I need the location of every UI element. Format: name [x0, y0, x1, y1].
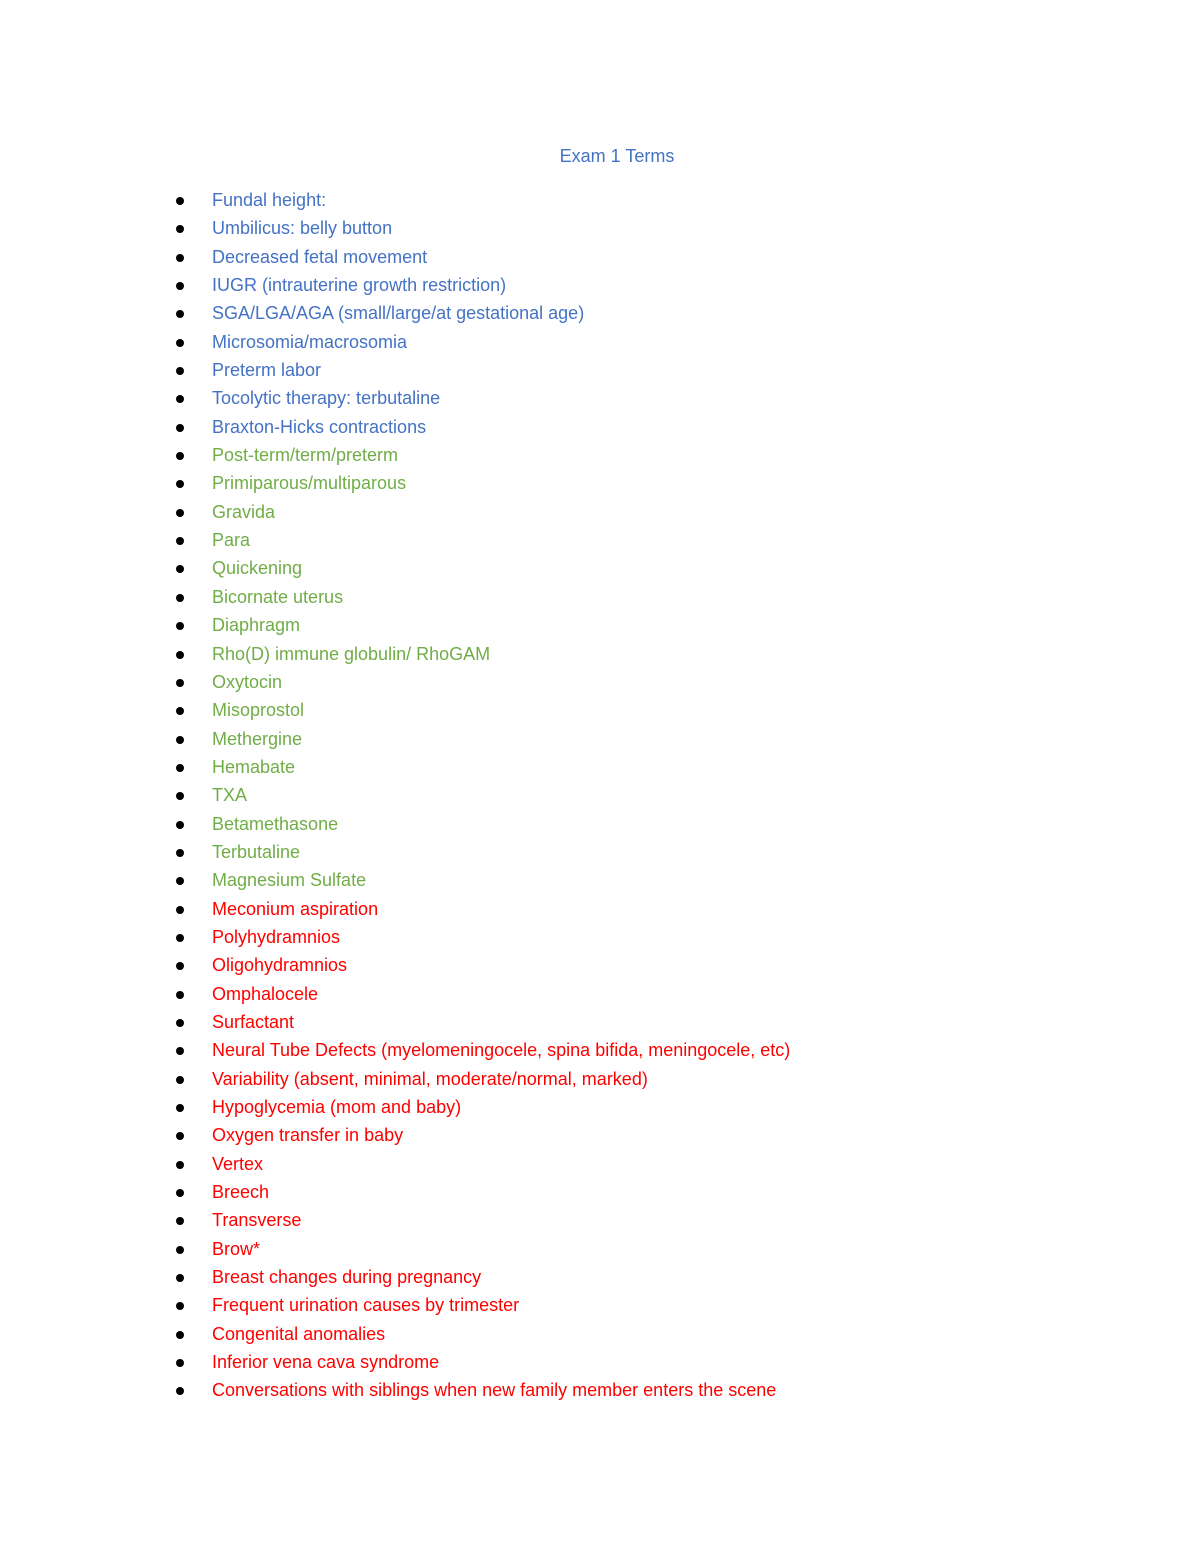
bullet-icon [176, 1104, 184, 1112]
term-text: TXA [212, 785, 248, 806]
bullet-icon [176, 1302, 184, 1310]
bullet-icon [176, 707, 184, 715]
bullet-icon [176, 1132, 184, 1140]
term-text: Vertex [212, 1153, 264, 1174]
term-text: Surfactant [212, 1011, 295, 1032]
term-text: IUGR (intrauterine growth restriction) [212, 275, 507, 296]
term-text: Breast changes during pregnancy [212, 1267, 482, 1288]
term-text: Post-term/term/preterm [212, 445, 399, 466]
bullet-icon [176, 1331, 184, 1339]
bullet-icon [176, 1076, 184, 1084]
term-text: Variability (absent, minimal, moderate/normal, marked) [212, 1068, 648, 1089]
term-text: Microsomia/macrosomia [212, 331, 408, 352]
bullet-icon [176, 310, 184, 318]
bullet-icon [176, 651, 184, 659]
term-text: Misoprostol [212, 700, 305, 721]
term-text: Betamethasone [212, 813, 339, 834]
bullet-icon [176, 509, 184, 517]
bullet-icon [176, 821, 184, 829]
term-text: Tocolytic therapy: terbutaline [212, 388, 441, 409]
bullet-icon [176, 537, 184, 545]
term-text: Magnesium Sulfate [212, 870, 367, 891]
bullet-icon [176, 1189, 184, 1197]
bullet-icon [176, 339, 184, 347]
term-text: Gravida [212, 501, 276, 522]
term-text: Diaphragm [212, 615, 301, 636]
term-text: Terbutaline [212, 841, 301, 862]
term-text: Oxygen transfer in baby [212, 1125, 404, 1146]
bullet-icon [176, 367, 184, 375]
term-text: Frequent urination causes by trimester [212, 1295, 520, 1316]
bullet-icon [176, 424, 184, 432]
bullet-icon [176, 877, 184, 885]
term-text: Umbilicus: belly button [212, 218, 393, 239]
bullet-icon [176, 1246, 184, 1254]
term-text: Rho(D) immune globulin/ RhoGAM [212, 643, 491, 664]
term-text: SGA/LGA/AGA (small/large/at gestational age) [212, 303, 585, 324]
term-text: Para [212, 530, 251, 551]
term-text: Braxton-Hicks contractions [212, 416, 427, 437]
bullet-icon [176, 792, 184, 800]
bullet-icon [176, 395, 184, 403]
bullet-icon [176, 254, 184, 262]
bullet-icon [176, 452, 184, 460]
bullet-icon [176, 1217, 184, 1225]
term-text: Hypoglycemia (mom and baby) [212, 1097, 462, 1117]
bullet-icon [176, 197, 184, 205]
bullet-icon [176, 962, 184, 970]
term-text: Meconium aspiration [212, 898, 379, 919]
bullet-icon [176, 679, 184, 687]
bullet-icon [176, 565, 184, 573]
bullet-icon [176, 480, 184, 488]
term-text: Fundal height: [212, 190, 327, 210]
term-text: Conversations with siblings when new family member enters the scene [212, 1380, 777, 1401]
bullet-icon [176, 622, 184, 630]
term-text: Oxytocin [212, 671, 283, 692]
bullet-icon [176, 225, 184, 233]
term-text: Neural Tube Defects (myelomeningocele, spina bifida, meningocele, etc) [212, 1040, 791, 1061]
term-text: Methergine [212, 728, 303, 749]
bullet-icon [176, 849, 184, 857]
bullet-icon [176, 934, 184, 942]
bullet-icon [176, 1387, 184, 1395]
bullet-icon [176, 1274, 184, 1282]
term-text: Brow* [212, 1238, 261, 1259]
bullet-icon [176, 736, 184, 744]
bullet-icon [176, 282, 184, 290]
term-text: Omphalocele [212, 983, 319, 1004]
term-text: Breech [212, 1182, 270, 1203]
term-text: Hemabate [212, 756, 296, 777]
term-text: Inferior vena cava syndrome [212, 1352, 440, 1373]
bullet-icon [176, 1019, 184, 1027]
term-text: Congenital anomalies [212, 1323, 386, 1344]
term-text: Quickening [212, 558, 303, 579]
bullet-icon [176, 764, 184, 772]
bullet-icon [176, 991, 184, 999]
term-text: Transverse [212, 1210, 302, 1231]
term-text: Oligohydramnios [212, 955, 348, 976]
document-title: Exam 1 Terms [559, 146, 675, 166]
term-text: Polyhydramnios [212, 926, 341, 947]
bullet-icon [176, 1359, 184, 1367]
term-text: Preterm labor [212, 360, 322, 381]
term-text: Bicornate uterus [212, 586, 344, 607]
bullet-icon [176, 1047, 184, 1055]
bullet-icon [176, 594, 184, 602]
term-text: Decreased fetal movement [212, 246, 428, 267]
bullet-icon [176, 906, 184, 914]
bullet-icon [176, 1161, 184, 1169]
term-text: Primiparous/multiparous [212, 473, 407, 494]
